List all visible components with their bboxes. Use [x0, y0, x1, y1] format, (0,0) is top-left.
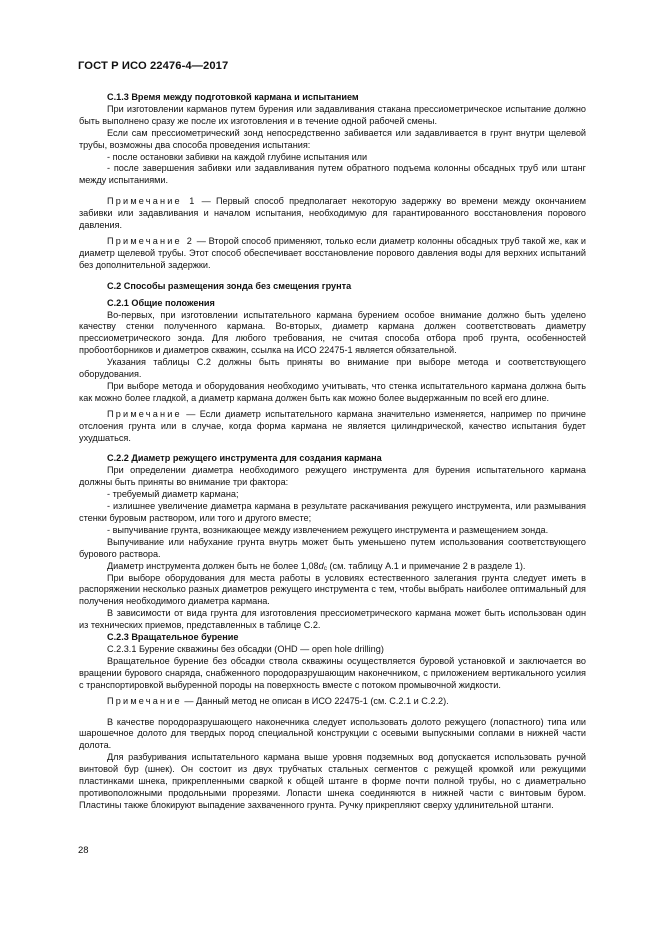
paragraph: При изготовлении карманов путем бурения или задавливания стакана прессиометрическое испытание должно быть выполнено сразу же после их изготовления и в течение одной рабочей смены.: [79, 103, 586, 126]
paragraph: Для разбуривания испытательного кармана выше уровня подземных вод допускается использовать ручной винтовой бур (шнек). Он состоит из двух трубчатых стальных сегментов с режущей кромкой или режущими пластинками шнека, прикрепленными сваркой к общей штанге в форме почти полной трубы, но с диаметрально противоположными продольными прорезями. Лопасти шнека соединяются в нижней части с винтовым буром. Пластины также блокируют выпадение захваченного грунта. Ручку прикрепляют сверху удлинительной штанги.: [79, 752, 586, 810]
note-text: — Первый способ предполагает некоторую задержку во времени между окончанием забивки или задавливания и началом испытания, необходимую для гарантированного восстановления порового давления.: [79, 196, 587, 231]
note-label: Примечание: [107, 408, 182, 419]
section-heading: С.1.3 Время между подготовкой кармана и испытанием: [107, 92, 359, 102]
running-header: ГОСТ Р ИСО 22476-4—2017: [78, 60, 229, 72]
section-heading: С.2 Способы размещения зонда без смещения грунта: [107, 280, 352, 291]
note: [79, 196, 586, 232]
note: [79, 409, 586, 445]
subsection-heading: С.2.2 Диаметр режущего инструмента для создания кармана: [107, 453, 382, 464]
paragraph: При определении диаметра необходимого режущего инструмента для бурения испытательного кармана должны быть приняты во внимание три фактора:: [79, 465, 586, 488]
list-item: - после остановки забивки на каждой глубине испытания или: [107, 151, 368, 162]
list-item: - требуемый диаметр кармана;: [107, 489, 239, 500]
list-item: - излишнее увеличение диаметра кармана в результате раскачивания режущего инструмента, или размывания стенки буровым раствором, или того и другого вместе;: [79, 501, 586, 523]
paragraph: Выпучивание или набухание грунта внутрь может быть уменьшено путем использования соответствующего бурового раствора.: [79, 536, 586, 559]
paragraph: В зависимости от вида грунта для изготовления прессиометрического кармана может быть использован один из технических приемов, представленных в таблице С.2.: [79, 608, 586, 631]
note-text: — Второй способ применяют, только если диаметр колонны обсадных труб такой же, как и диаметр щелевой трубы. Этот способ обеспечивает восстановление порового давления воды для верхних испытаний без дополнительной задержки.: [79, 235, 586, 270]
clause-heading: С.2.3.1 Бурение скважины без обсадки (OHD — open hole drilling): [107, 643, 384, 654]
note-text: — Если диаметр испытательного кармана значительно изменяется, например по причине отслоения грунта или в случае, когда форма кармана не является цилиндрической, качество испытания будет ухудшаться.: [79, 408, 586, 443]
note-text: — Данный метод не описан в ИСО 22475-1 (см. С.2.1 и С.2.2).: [181, 695, 449, 706]
main-text: [79, 92, 586, 812]
subsection-heading: С.2.3 Вращательное бурение: [107, 632, 239, 643]
paragraph: При выборе метода и оборудования необходимо учитывать, что стенка испытательного кармана должна быть как можно более гладкой, а диаметр кармана должен быть как можно более выдержанным по всей его длине.: [79, 380, 586, 403]
page-number: 28: [78, 845, 89, 856]
note-label: Примечание: [107, 695, 182, 706]
paragraph: Указания таблицы С.2 должны быть приняты во внимание при выборе метода и соответствующего оборудования.: [79, 357, 586, 380]
list-item: - выпучивание грунта, возникающее между извлечением режущего инструмента и размещением зонда.: [107, 524, 549, 535]
note-label: Примечание 2: [107, 235, 195, 246]
paragraph: При выборе оборудования для места работы в условиях естественного залегания грунта следует иметь в распоряжении несколько разных диаметров режущего инструмента с тем, чтобы выбрать наиболее оптимальный для получения необходимого диаметра кармана.: [79, 572, 586, 607]
paragraph: Диаметр инструмента должен быть не более $1,08d_c$ (см. таблицу А.1 и примечание 2 в разделе 1).: [107, 560, 526, 572]
paragraph: Вращательное бурение без обсадки ствола скважины осуществляется буровой установкой и заключается во вращении бурового снаряда, снабженного породоразрушающим наконечником, с приложением вертикального усилия с транспортировкой выбуренной породы на поверхность вместе с потоком промывочной жидкости.: [79, 655, 586, 690]
subsection-heading: С.2.1 Общие положения: [107, 297, 215, 308]
paragraph: В качестве породоразрушающего наконечника следует использовать долото режущего (лопастного) типа или шарошечное долото для твердых пород специальной конструкции с осевыми выпускными соплами в нижней части долота.: [79, 716, 586, 751]
list-item: - после завершения забивки или задавливания путем обратного подъема колонны обсадных труб или штанг между испытаниями.: [79, 163, 586, 186]
paragraph: Во-первых, при изготовлении испытательного кармана бурением особое внимание должно быть уделено качеству стенки полученного кармана. Во-вторых, диаметр кармана должен соответствовать диаметру прессиометрического зонда. Для любого требования, не считая способа отбора проб грунта, особенностей пробоотборников и диаметров скважин, ссылка на ИСО 22475-1 является обязательной.: [79, 309, 586, 356]
note: [79, 696, 586, 708]
note: [79, 236, 586, 272]
note-label: Примечание 1: [107, 196, 197, 207]
paragraph: Если сам прессиометрический зонд непосредственно забивается или задавливается в грунт внутри щелевой трубы, возможны два способа проведения испытания:: [79, 127, 586, 150]
